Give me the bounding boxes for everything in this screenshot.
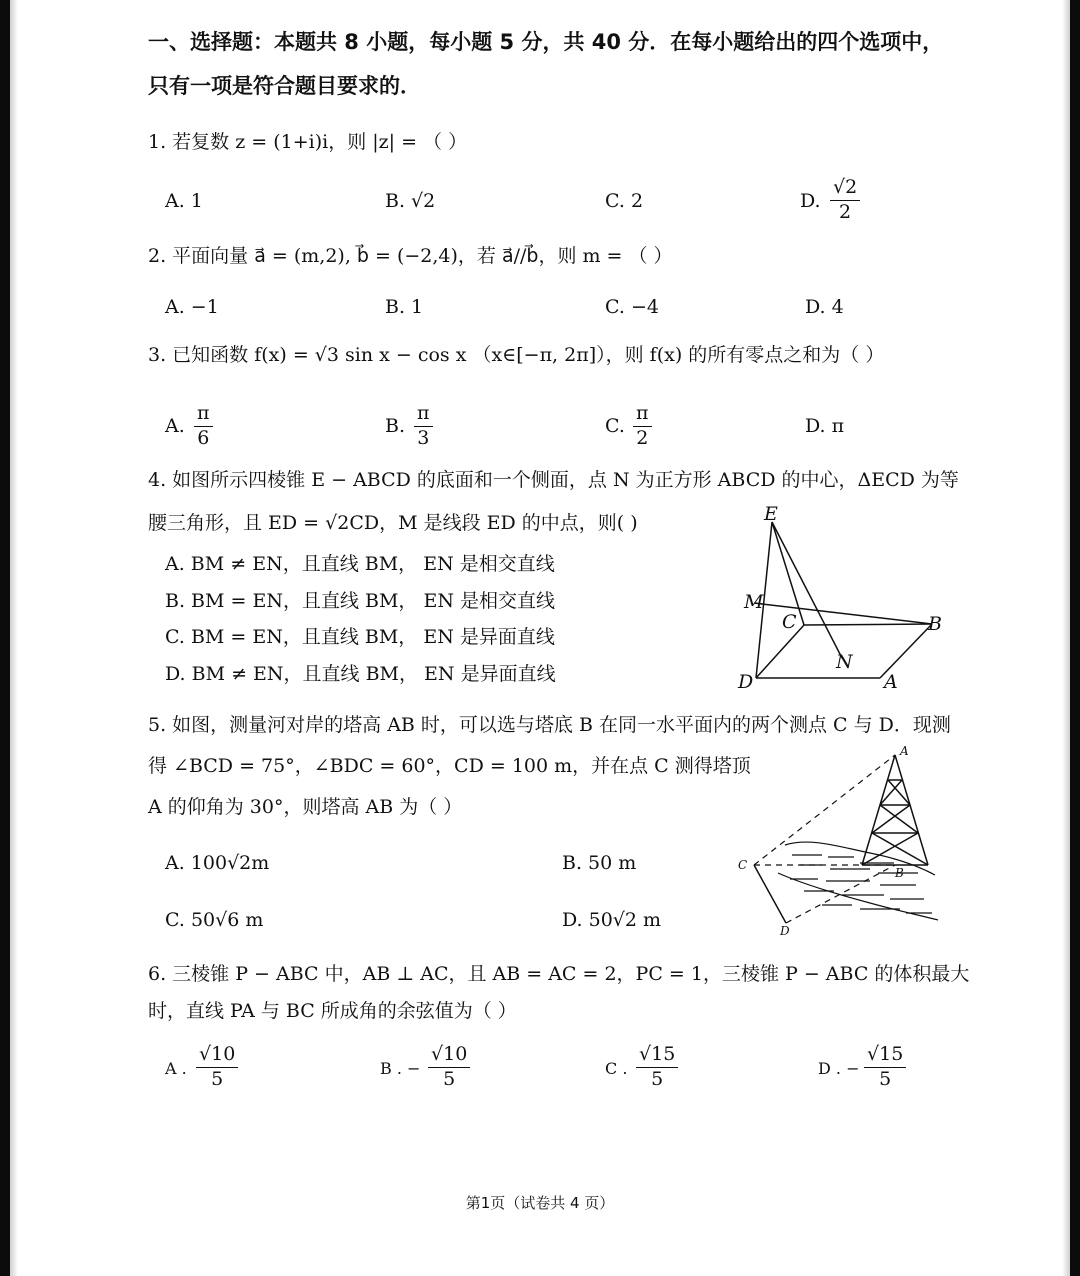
edge-en [772,522,842,658]
question-4-option-c: C. BM = EN，且直线 BM， EN 是异面直线 [165,626,555,648]
page-footer: 第1页（试卷共 4 页） [465,1194,615,1212]
question-6-option-b-fraction [428,1045,470,1090]
question-4-option-d: D. BM ≠ EN，且直线 BM， EN 是异面直线 [165,663,556,685]
figure4-label-e: E [764,503,778,525]
figure4-label-c: C [782,611,797,633]
fraction-denominator: 2 [839,200,852,223]
question-6-stem-line2: 时，直线 PA 与 BC 所成角的余弦值为（ ） [148,1000,517,1022]
question-6-option-b-label: B . − [380,1059,421,1078]
figure4-label-n: N [836,651,853,673]
segment-cd [754,865,786,923]
question-1-stem: 1. 若复数 z = (1+i)i，则 |z| = （ ） [148,131,468,153]
sight-line-ca [754,755,895,865]
question-6-stem-line1: 6. 三棱锥 P − ABC 中，AB ⊥ AC，且 AB = AC = 2，PC = 1，三棱锥 P − ABC 的体积最大 [148,963,970,985]
question-6-option-c-label: C . [605,1059,628,1078]
question-3-option-c-label: C. [605,415,625,437]
fraction-denominator: 2 [636,426,649,449]
question-5-stem-line3: A 的仰角为 30°，则塔高 AB 为（ ） [148,796,463,818]
question-5-option-c: C. 50√6 m [165,909,264,931]
fraction-numerator: √15 [636,1045,678,1068]
fraction-denominator: 5 [879,1067,892,1090]
sight-line-db [786,865,895,923]
question-5-option-b: B. 50 m [562,852,637,874]
figure5-label-d: D [780,924,790,938]
figure4-label-a: A [884,671,898,693]
question-3-stem: 3. 已知函数 f(x) = √3 sin x − cos x （x∈[−π, 2π]），则 f(x) 的所有零点之和为（ ） [148,344,885,366]
segment-mb [754,603,932,624]
question-6-option-a-label: A . [165,1059,187,1078]
fraction-denominator: 5 [651,1067,664,1090]
question-4-option-a: A. BM ≠ EN，且直线 BM， EN 是相交直线 [165,553,555,575]
question-5-tower-figure [730,745,945,940]
figure4-label-d: D [738,671,754,693]
fraction-numerator: √10 [428,1045,470,1068]
question-3-option-a-fraction [194,404,213,449]
question-1-option-b: B. √2 [385,190,436,212]
question-5-stem-line1: 5. 如图，测量河对岸的塔高 AB 时，可以选与塔底 B 在同一水平面内的两个测点 C 与 D．现测 [148,714,951,736]
fraction-numerator: π [633,404,652,427]
question-3-option-d: D. π [805,415,845,437]
fraction-numerator: √2 [830,178,860,201]
fraction-numerator: π [414,404,433,427]
tower [862,755,928,865]
fraction-denominator: 5 [211,1067,224,1090]
question-3-option-b-label: B. [385,415,406,437]
section-header-line1: 一、选择题：本题共 8 小题，每小题 5 分，共 40 分．在每小题给出的四个选项中， [148,30,944,54]
tower-cross-bracing [862,780,928,865]
question-2-option-d: D. 4 [805,296,844,318]
question-3-option-b-fraction [414,404,433,449]
sight-lines [754,755,895,923]
fraction-denominator: 5 [443,1067,456,1090]
edge-dc [756,625,804,678]
left-edge-shadow [0,0,18,1276]
figure4-label-m: M [744,591,764,613]
river-bank-upper [785,842,935,875]
question-5-option-a: A. 100√2m [165,852,270,874]
question-2-option-c: C. −4 [605,296,659,318]
fraction-numerator: √10 [196,1045,238,1068]
fraction-numerator: π [194,404,213,427]
section-header-line2: 只有一项是符合题目要求的． [148,74,421,98]
figure5-label-c: C [738,858,748,872]
question-2-option-b: B. 1 [385,296,424,318]
figure4-label-b: B [928,613,942,635]
question-5-option-d: D. 50√2 m [562,909,662,931]
question-4-stem-line1: 4. 如图所示四棱锥 E − ABCD 的底面和一个侧面，点 N 为正方形 ABCD 的中心，ΔECD 为等 [148,469,959,491]
question-1-option-d-fraction [830,178,860,223]
fraction-denominator: 6 [197,426,210,449]
question-4-stem-line2: 腰三角形，且 ED = √2CD，M 是线段 ED 的中点，则( ) [148,512,638,534]
question-2-stem: 2. 平面向量 a⃗ = (m,2), b⃗ = (−2,4)，若 a⃗//b⃗，则 m = （ ） [148,245,673,267]
question-4-pyramid-figure [730,500,950,695]
river-shading [778,842,938,920]
question-1-option-c: C. 2 [605,190,644,212]
question-6-option-d-label: D . − [818,1059,860,1078]
fraction-numerator: √15 [864,1045,906,1068]
figure5-label-b: B [895,866,904,880]
edge-ab [880,624,932,678]
question-1-option-d-label: D. [800,190,821,212]
question-2-option-a: A. −1 [165,296,219,318]
question-1-option-a: A. 1 [165,190,203,212]
question-6-option-a-fraction [196,1045,238,1090]
question-6-option-d-fraction [864,1045,906,1090]
question-3-option-c-fraction [633,404,652,449]
question-4-option-b: B. BM = EN，且直线 BM， EN 是相交直线 [165,590,555,612]
figure5-label-a: A [900,744,909,758]
question-6-option-c-fraction [636,1045,678,1090]
fraction-denominator: 3 [417,426,430,449]
edge-cb [804,624,932,625]
question-5-stem-line2: 得 ∠BCD = 75°，∠BDC = 60°，CD = 100 m，并在点 C 测得塔顶 [148,755,751,777]
right-edge-shadow [1062,0,1080,1276]
question-3-option-a-label: A. [165,415,185,437]
